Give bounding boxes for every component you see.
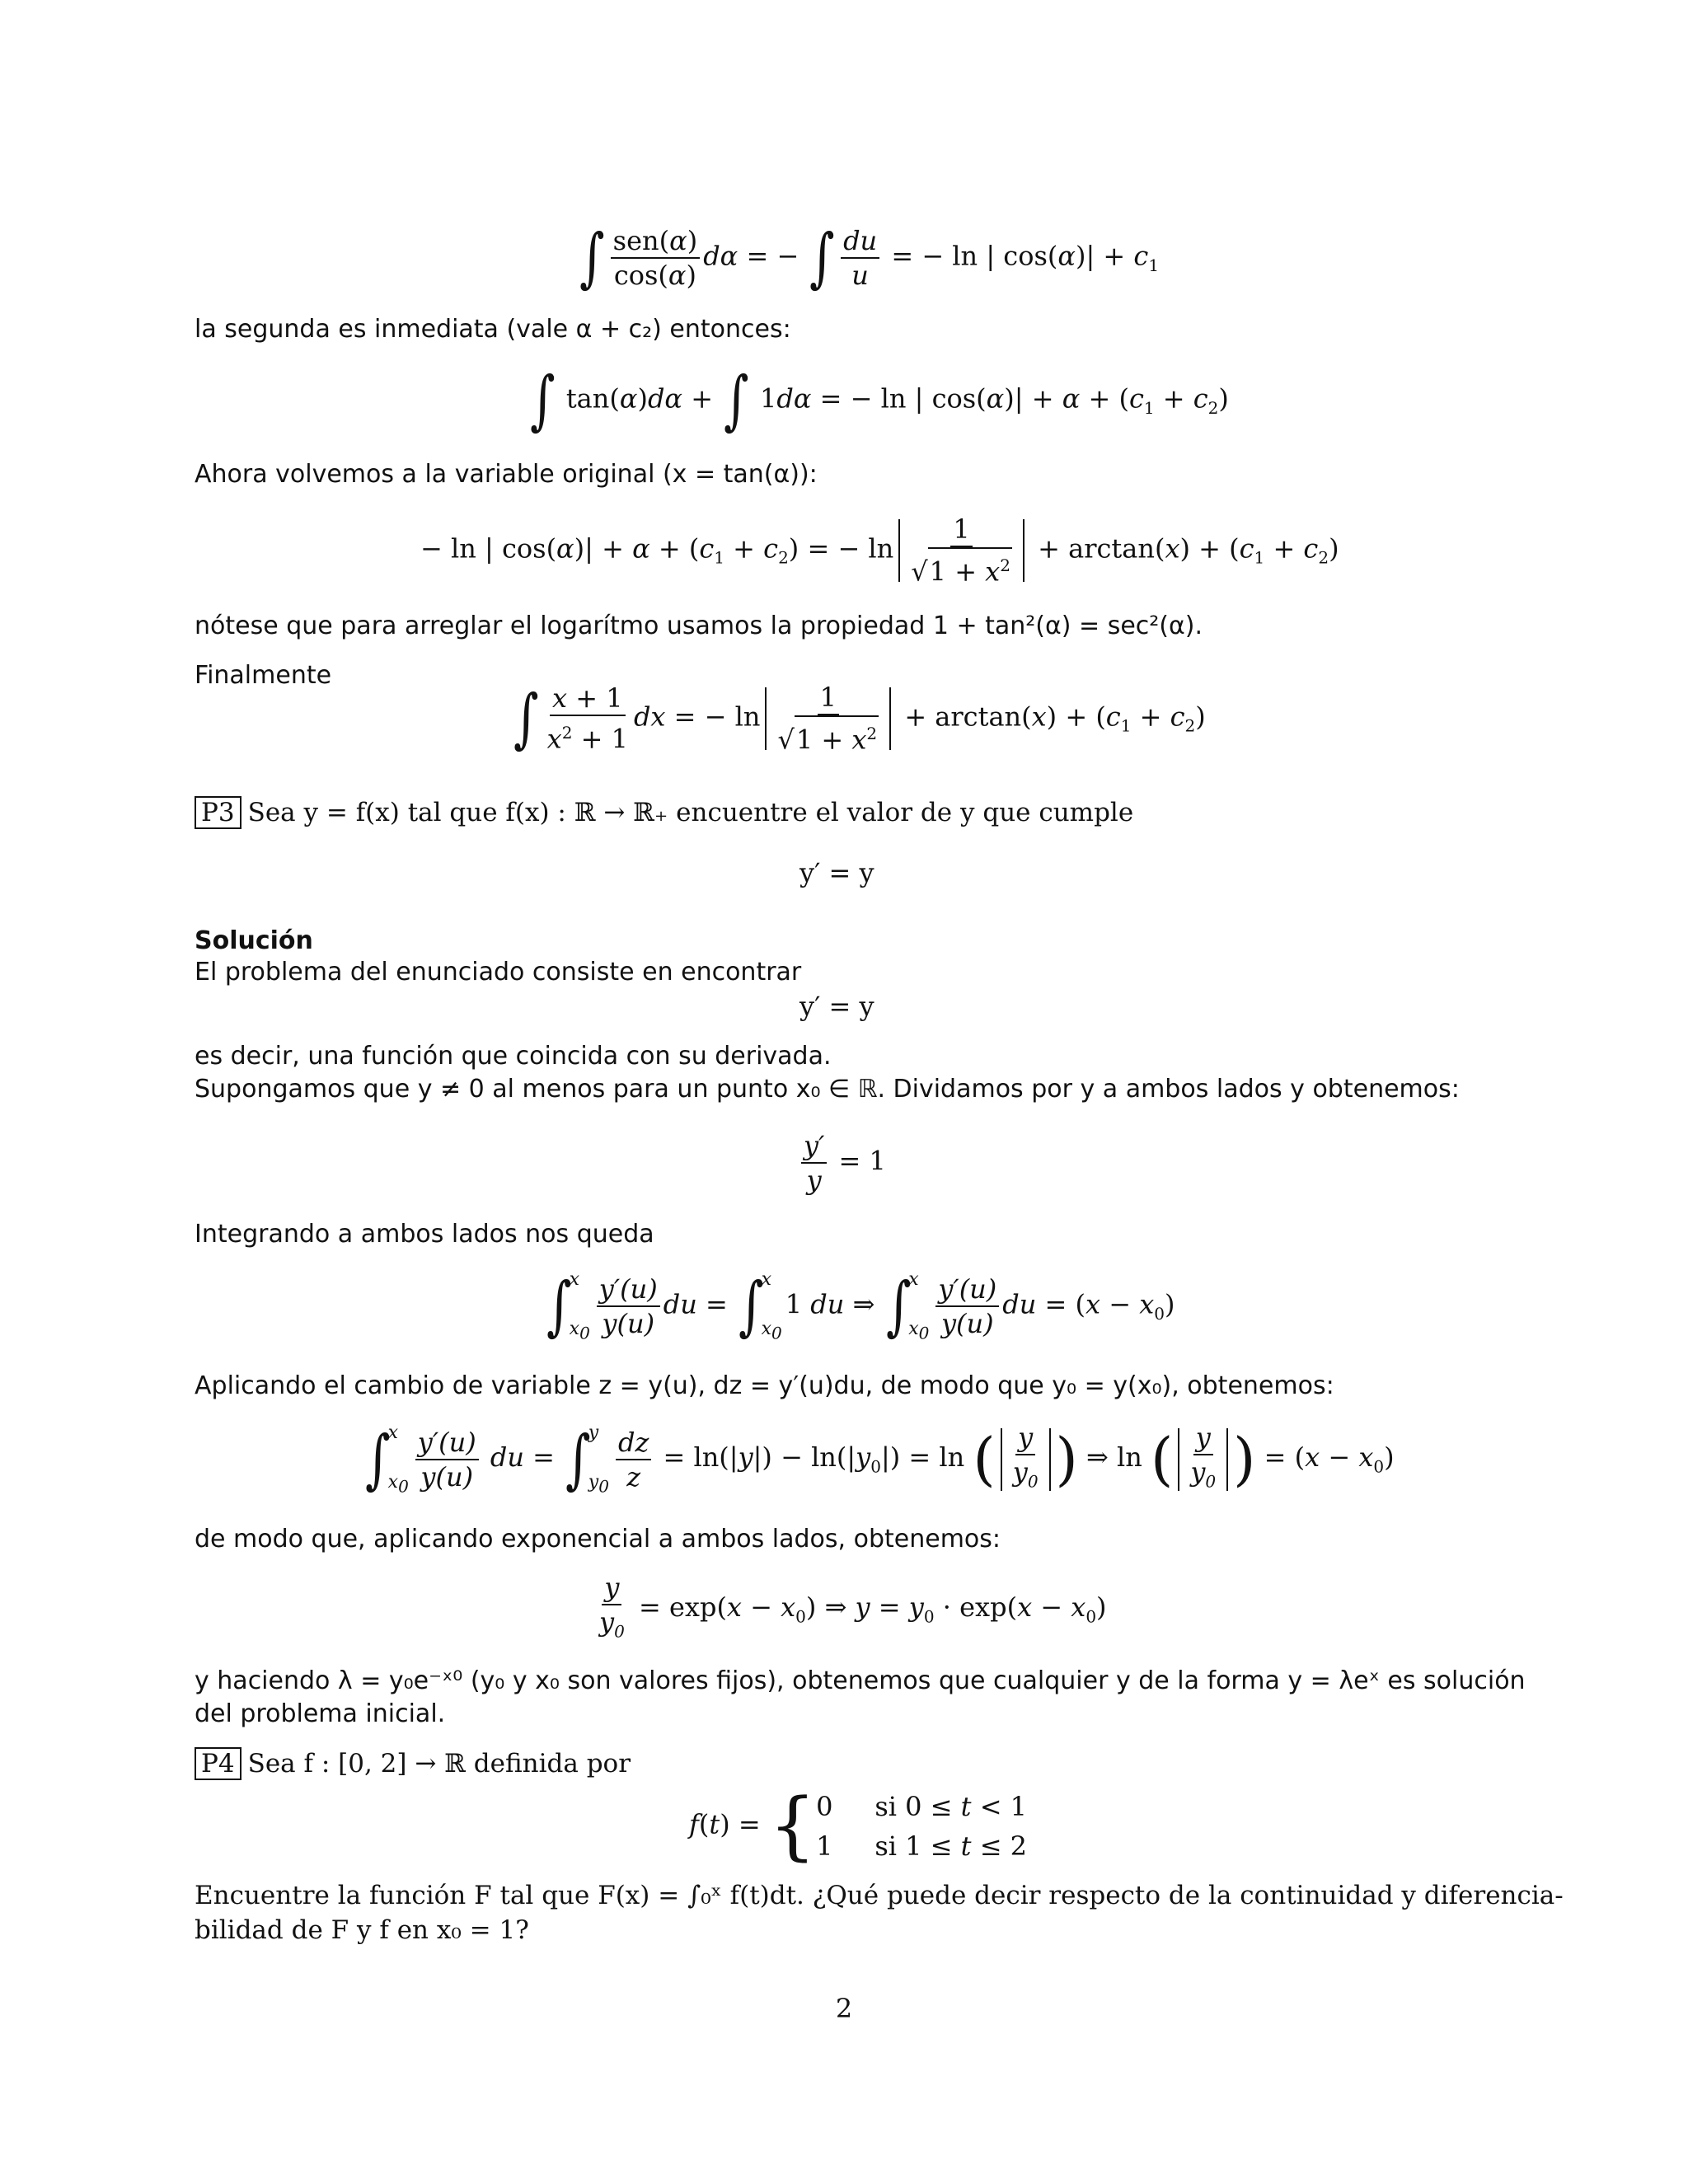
- p4-text: Sea f : [0, 2] → ℝ definida por: [247, 1749, 631, 1779]
- equation-5: y′ = y: [799, 857, 874, 888]
- solution-line-2: es decir, una función que coincida con su derivada.: [195, 1042, 832, 1071]
- solution-line-6: de modo que, aplicando exponencial a ambos lados, obtenemos:: [195, 1525, 1001, 1554]
- equation-11: f(t) = { 0 si 0 ≤ t < 1 1 si 1 ≤ t ≤ 2: [689, 1783, 1028, 1869]
- equation-3: − ln | $\cos(\alpha)| + \alpha + (c_1 + c_2)$ = − ln $\frac{1}{√1 + x^2}$ + $\arctan(x) + (c_1 + c_2)$: [420, 513, 1339, 588]
- solution-line-7b: del problema inicial.: [195, 1699, 446, 1728]
- solution-line-5: Aplicando el cambio de variable z = y(u), dz = y′(u)du, de modo que y₀ = y(x₀), obtenemos:: [195, 1371, 1334, 1400]
- page-number: 2: [835, 1993, 853, 2024]
- problem-p4-line-2: bilidad de F y f en x₀ = 1?: [195, 1915, 529, 1945]
- p4-label: P4: [195, 1747, 241, 1780]
- equation-2: ∫ tan(α)dα + ∫ 1dα = − ln | $\cos(\alpha)| + \alpha + (c_1 + c_2)$: [530, 363, 1229, 438]
- p3-text: Sea y = f(x) tal que f(x) : ℝ → ℝ₊ encuentre el valor de y que cumple: [247, 798, 1134, 827]
- equation-8: ∫ x $x_0$ $\frac{y'(u)}{y(u)}$ du = ∫ x $x_0$ 1 du ⇒ ∫ x $x_0$ $\frac{y'(u)}{y(u)}$ du = $(x - x_0)$: [546, 1269, 1175, 1344]
- equation-9: ∫ x $x_0$ $\frac{y'(u)}{y(u)}$ du = ∫ y $y_0$ $\frac{dz}{z}$ = $\ln(|y|) - \ln(|y_0|) = \ln$ ( $\frac{y}{y_0}$ ) ⇒ ln ( $\frac{y}{y_0}$ ) = $(x - x_0)$: [365, 1422, 1395, 1497]
- problem-p4-line-1: Encuentre la función F tal que F(x) = ∫₀ˣ f(t)dt. ¿Qué puede decir respecto de la continuidad y diferencia-: [195, 1881, 1564, 1910]
- solution-line-3: Supongamos que y ≠ 0 al menos para un punto x₀ ∈ ℝ. Dividamos por y a ambos lados y obtenemos:: [195, 1075, 1460, 1104]
- problem-p4: [195, 1747, 631, 1780]
- equation-7: $\frac{y'}{y}$ = 1: [798, 1129, 886, 1197]
- text-line-4: Finalmente: [195, 661, 332, 690]
- text-line-2: Ahora volvemos a la variable original (x = tan(α)):: [195, 460, 818, 489]
- equation-1: ∫ $\frac{\text{sen(α)}}{\cos(\alpha)}$ dα = − ∫ $\frac{du}{u}$ = − ln | $\cos(\alpha)| + c_1$: [579, 221, 1160, 295]
- solution-line-1: El problema del enunciado consiste en encontrar: [195, 958, 802, 987]
- equation-6: y′ = y: [799, 991, 874, 1022]
- text-line-3: nótese que para arreglar el logarítmo usamos la propiedad 1 + tan²(α) = sec²(α).: [195, 612, 1203, 640]
- solution-line-7a: y haciendo λ = y₀e⁻ˣ⁰ (y₀ y x₀ son valores fijos), obtenemos que cualquier y de la forma y = λeˣ es solución: [195, 1666, 1526, 1695]
- problem-p3: [195, 796, 1133, 829]
- text-line-1: la segunda es inmediata (vale α + c₂) entonces:: [195, 315, 791, 344]
- solution-title: Solución: [195, 926, 313, 955]
- solution-line-4: Integrando a ambos lados nos queda: [195, 1220, 654, 1249]
- p3-label: P3: [195, 796, 241, 829]
- equation-4: ∫ $\frac{x + 1}{x^2 + 1}$ dx = − ln $\frac{1}{√1 + x^2}$ + $\arctan(x) + (c_1 + c_2)$: [513, 681, 1206, 756]
- equation-10: $\frac{y}{y_0}$ = $\exp(x - x_0)$ ⇒ $y = y_0 \cdot \exp(x - x_0)$: [599, 1572, 1107, 1642]
